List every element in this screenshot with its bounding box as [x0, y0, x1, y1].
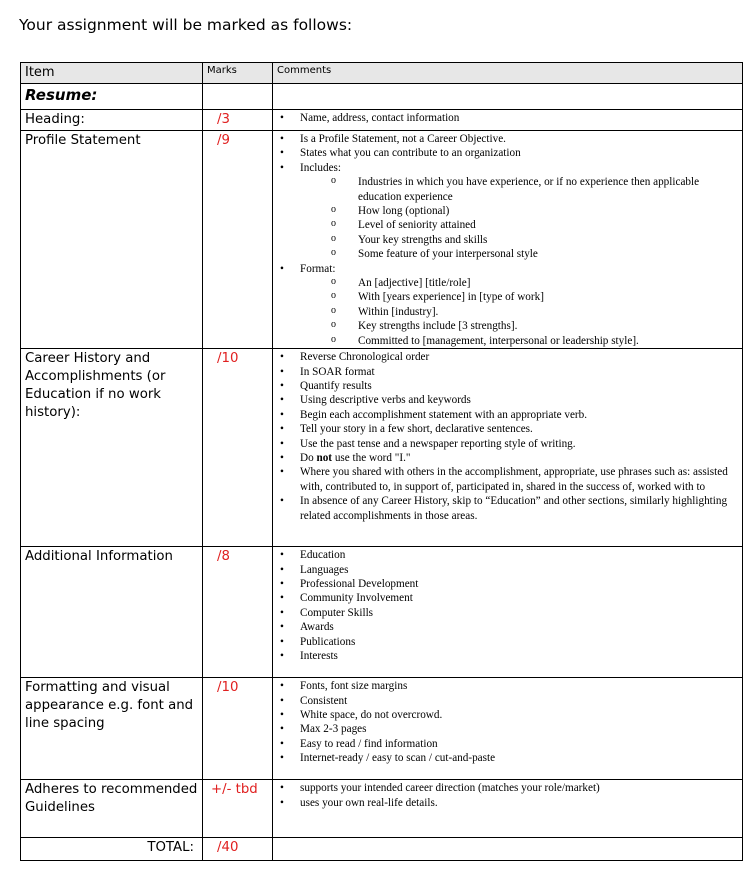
list-item: • Where you shared with others in the accomplishment, appropriate, use phrases such as: assisted with, contributed to, in support of, participated in, shared in the success of, worked with to [273, 465, 738, 494]
sub-list-item: o Within [industry]. [273, 305, 738, 319]
list-item: • Includes: [273, 161, 738, 175]
table-row-adheres [21, 780, 743, 838]
section-row [21, 84, 743, 110]
list-item: • Community Involvement [273, 591, 738, 605]
list-item: • Reverse Chronological order [273, 350, 738, 364]
list-item: • Professional Development [273, 577, 738, 591]
total-comments [273, 838, 743, 861]
sub-list-item: o How long (optional) [273, 204, 738, 218]
list-item: • Fonts, font size margins [273, 679, 738, 693]
list-item: • Internet-ready / easy to scan / cut-and-paste [273, 751, 738, 765]
table-row-total [21, 838, 743, 861]
comments-adheres [273, 780, 742, 810]
header-comments: Comments [273, 63, 743, 84]
list-item: • Interests [273, 649, 738, 663]
list-item: • Publications [273, 635, 738, 649]
header-item: Item [21, 63, 203, 84]
row-marks-career: /10 [203, 349, 273, 547]
comments-career [273, 349, 742, 523]
list-item: • Format: [273, 262, 738, 276]
marking-rubric-table [20, 62, 743, 861]
list-item: • Consistent [273, 694, 738, 708]
list-item: • Max 2-3 pages [273, 722, 738, 736]
list-item: • Begin each accomplishment statement with an appropriate verb. [273, 408, 738, 422]
list-item-do-not [273, 451, 738, 465]
total-label: TOTAL: [21, 838, 203, 861]
comments-heading [273, 110, 742, 125]
row-marks-formatting: /10 [203, 678, 273, 780]
row-marks-profile: /9 [203, 131, 273, 349]
list-item: • States what you can contribute to an organization [273, 146, 738, 160]
sub-list-item: o An [adjective] [title/role] [273, 276, 738, 290]
sub-list-item: o Your key strengths and skills [273, 233, 738, 247]
comments-profile [273, 131, 742, 348]
sub-list-item: o Committed to [management, interpersonal or leadership style]. [273, 334, 738, 348]
table-row-career [21, 349, 743, 547]
row-label-heading: Heading: [21, 110, 203, 131]
list-item: • Awards [273, 620, 738, 634]
list-item: • Easy to read / find information [273, 737, 738, 751]
list-item: • Name, address, contact information [273, 111, 738, 125]
row-label-additional: Additional Information [21, 547, 203, 678]
row-marks-adheres: +/- tbd [203, 780, 273, 838]
intro-text: Your assignment will be marked as follows: [19, 16, 353, 34]
sub-list-item: o Key strengths include [3 strengths]. [273, 319, 738, 333]
do-not-pre: Do [300, 451, 317, 464]
header-row [21, 63, 743, 84]
do-not-bold: not [316, 451, 333, 464]
comments-additional [273, 547, 742, 663]
row-marks-additional: /8 [203, 547, 273, 678]
comments-formatting [273, 678, 742, 765]
row-label-career: Career History and Accomplishments (or Education if no work history): [21, 349, 203, 547]
sub-list-item: o Level of seniority attained [273, 218, 738, 232]
table-row-profile [21, 131, 743, 349]
list-item: • Use the past tense and a newspaper reporting style of writing. [273, 437, 738, 451]
sub-list-item: o Some feature of your interpersonal style [273, 247, 738, 261]
sub-list-item: o Industries in which you have experience, or if no experience then applicable education experience [273, 175, 738, 204]
row-marks-heading: /3 [203, 110, 273, 131]
do-not-post: use the word "I." [332, 451, 411, 464]
list-item: • In SOAR format [273, 365, 738, 379]
list-item: • In absence of any Career History, skip to “Education” and other sections, similarly highlighting related accomplishments in those areas. [273, 494, 738, 523]
list-item: • Tell your story in a few short, declarative sentences. [273, 422, 738, 436]
list-item: • Computer Skills [273, 606, 738, 620]
list-item: • Languages [273, 563, 738, 577]
sub-list-item: o With [years experience] in [type of work] [273, 290, 738, 304]
list-item: • Quantify results [273, 379, 738, 393]
row-label-formatting: Formatting and visual appearance e.g. font and line spacing [21, 678, 203, 780]
row-label-profile: Profile Statement [21, 131, 203, 349]
total-marks: /40 [203, 838, 273, 861]
row-label-adheres: Adheres to recommended Guidelines [21, 780, 203, 838]
list-item: • Education [273, 548, 738, 562]
table-row-additional [21, 547, 743, 678]
list-item: • Is a Profile Statement, not a Career Objective. [273, 132, 738, 146]
table-row-formatting [21, 678, 743, 780]
list-item: • White space, do not overcrowd. [273, 708, 738, 722]
header-marks: Marks [203, 63, 273, 84]
section-title: Resume: [21, 84, 203, 110]
table-row-heading [21, 110, 743, 131]
list-item: • uses your own real-life details. [273, 796, 738, 810]
list-item: • supports your intended career direction (matches your role/market) [273, 781, 738, 795]
list-item: • Using descriptive verbs and keywords [273, 393, 738, 407]
